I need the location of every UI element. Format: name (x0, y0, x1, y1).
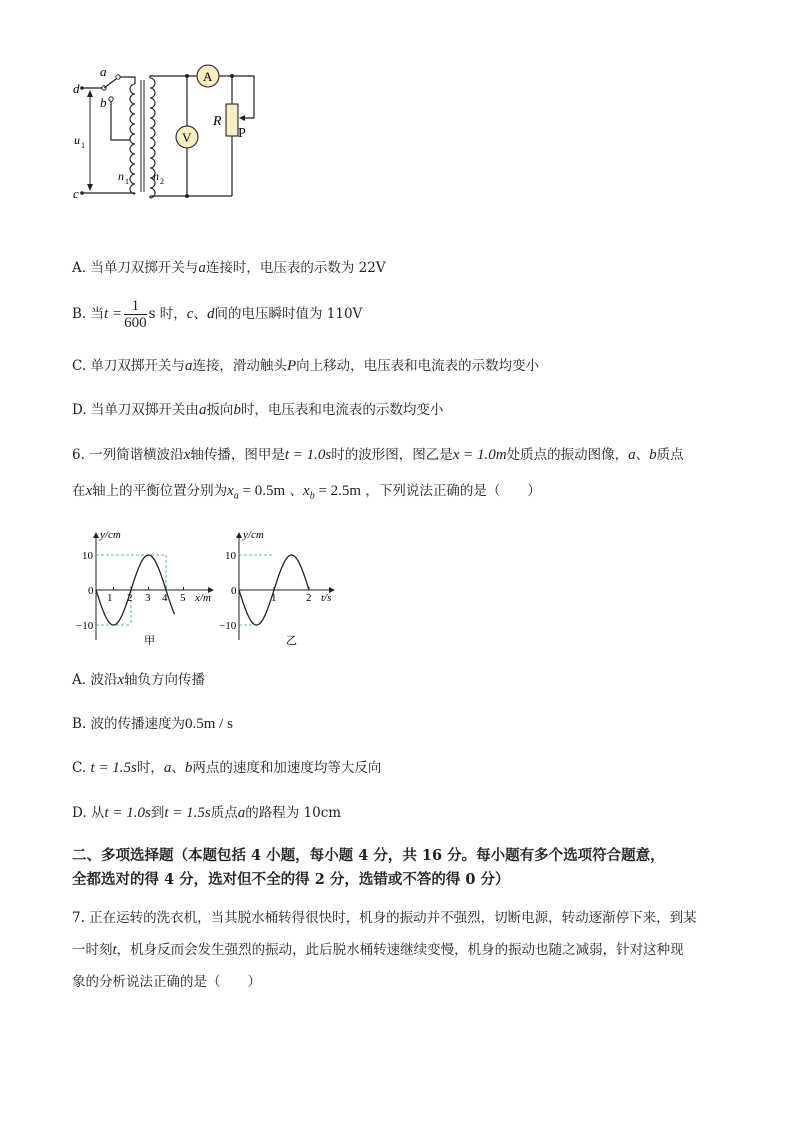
q6-l2-b: 轴上的平衡位置分别为 (92, 483, 228, 499)
circuit-label-u1: u (74, 133, 80, 147)
transformer-circuit-diagram (68, 62, 278, 207)
q6-option-d-t2: t = 1.5s (164, 805, 211, 821)
q5-option-c-a: a (184, 358, 193, 374)
q5-option-b (72, 298, 362, 331)
q6-option-a-x: x (117, 672, 125, 688)
q6-stem-line2 (72, 481, 541, 507)
jia-xtick-5: 5 (180, 592, 186, 604)
q6-option-d-c: 质点 (210, 805, 238, 821)
q6-option-a (72, 670, 205, 690)
circuit-label-n2-sub: 2 (160, 177, 164, 186)
yi-xlabel: t/s (321, 592, 332, 604)
jia-xtick-1: 1 (107, 592, 113, 604)
yi-xtick-1: 1 (271, 592, 277, 604)
q5-option-c (72, 356, 539, 376)
q5-option-a-suffix: 连接时，电压表的示数为 22V (205, 260, 386, 276)
q5-option-b-sep: 、 (193, 306, 207, 322)
q6-l1-xe: x = 1.0m (452, 447, 507, 463)
circuit-label-n1-sub: 1 (125, 177, 129, 186)
q5-option-d-mid: 扳向 (206, 402, 234, 418)
q6-l1-pa: a (628, 447, 636, 463)
q5-option-c-p: P (286, 358, 297, 374)
q6-l1-b: 轴传播，图甲是 (190, 447, 285, 463)
q6-l2-xb-sub: b (309, 490, 315, 502)
q5-option-d (72, 400, 443, 420)
resistor-label: R (213, 114, 222, 129)
q6-l1-f: 质点 (656, 447, 684, 463)
q6-option-c-sep: 、 (171, 760, 185, 776)
q6-stem-line1 (72, 445, 684, 465)
q6-option-c-pa: a (163, 760, 172, 776)
q5-option-c-text: C. 单刀双掷开关与 (72, 358, 185, 374)
q6-option-d-t1: t = 1.0s (104, 805, 151, 821)
q6-option-b (72, 714, 233, 734)
q5-option-a (72, 258, 386, 278)
q6-option-c-t: t = 1.5s (90, 760, 137, 776)
q6-l2-xa-sub: a (233, 490, 239, 502)
q6-option-a-suffix: 轴负方向传播 (124, 672, 206, 688)
q5-option-d-b: b (233, 402, 241, 418)
q5-option-b-suffix: 间的电压瞬时值为 110V (214, 306, 363, 322)
yi-caption: 乙 (286, 635, 297, 647)
q5-option-b-t: t = (104, 306, 123, 322)
yi-ytick-neg10: −10 (219, 620, 237, 632)
q6-l2-x: x (85, 483, 93, 499)
q6-l2-d: ，下列说法正确的是（ ） (361, 483, 541, 499)
fraction-denominator: 600 (124, 315, 147, 331)
q6-l1-x: x (183, 447, 191, 463)
jia-ytick-neg10: −10 (76, 620, 94, 632)
q6-l2-c: 、 (285, 483, 304, 499)
q6-l2-xa: x (227, 483, 234, 499)
q6-l1-c: 时的波形图，图乙是 (331, 447, 453, 463)
q5-option-a-text: A. 当单刀双掷开关与 (72, 260, 199, 276)
q5-option-d-a: a (198, 402, 207, 418)
jia-ytick-0: 0 (88, 585, 94, 597)
graph-jia (76, 529, 214, 647)
circuit-label-c: c (73, 186, 79, 201)
jia-ylabel: y/cm (100, 529, 121, 541)
q6-option-b-text: B. 波的传播速度为 (72, 716, 186, 732)
voltmeter-label: V (182, 130, 192, 145)
q7-line2 (72, 940, 684, 960)
circuit-label-d: d (73, 81, 80, 96)
q5-option-a-var: a (198, 260, 206, 276)
q6-l2-xb: x (303, 483, 310, 499)
q6-l1-a: 6. 一列简谐横波沿 (72, 447, 184, 463)
q5-option-b-fraction (124, 298, 147, 331)
fraction-numerator: 1 (124, 298, 147, 315)
q5-option-d-suffix: 时，电压表和电流表的示数均变小 (240, 402, 444, 418)
q5-option-b-d: d (206, 306, 215, 322)
q5-option-b-text: B. 当 (72, 306, 105, 322)
q6-option-d-text: D. 从 (72, 805, 105, 821)
jia-ytick-10: 10 (82, 550, 93, 562)
q7-line2-t: t (112, 942, 117, 958)
q6-option-a-text: A. 波沿 (72, 672, 118, 688)
q5-option-c-suffix: 向上移动，电压表和电流表的示数均变小 (296, 358, 540, 374)
q6-l1-pb: b (649, 447, 657, 463)
q6-option-c-suffix: 两点的速度和加速度均等大反向 (192, 760, 382, 776)
jia-xtick-3: 3 (145, 592, 151, 604)
q6-option-d (72, 803, 341, 823)
q6-option-d-pa: a (237, 805, 246, 821)
jia-xtick-4: 4 (162, 592, 168, 604)
jia-caption: 甲 (144, 635, 155, 647)
q7-line2-b: ，机身反而会发生强烈的振动，此后脱水桶转速继续变慢，机身的振动也随之减弱，针对这种现 (116, 942, 684, 958)
q6-option-c-b: 时， (136, 760, 164, 776)
jia-xtick-2: 2 (127, 592, 133, 604)
graph-yi (219, 529, 335, 647)
q6-l2-xb-val: = 2.5m (314, 483, 362, 499)
q6-l2-xa-val: = 0.5m (238, 483, 286, 499)
yi-ytick-0: 0 (231, 585, 237, 597)
q6-option-c (72, 758, 381, 778)
circuit-label-n2: n (153, 169, 159, 183)
section2-heading-line2: 全都选对的得 4 分，选对但不全的得 2 分，选错或不答的得 0 分） (72, 871, 510, 888)
jia-xlabel: x/m (195, 592, 211, 604)
yi-xtick-2: 2 (306, 592, 312, 604)
q6-l1-d: 处质点的振动图像， (506, 447, 629, 463)
q6-option-b-value: 0.5m / s (185, 716, 233, 732)
q6-l2-a: 在 (72, 483, 86, 499)
q6-option-d-suffix: 的路程为 10cm (245, 805, 342, 821)
circuit-label-n1: n (118, 169, 124, 183)
q7-line3: 象的分析说法正确的是（ ） (72, 974, 261, 990)
yi-ytick-10: 10 (225, 550, 236, 562)
q5-option-b-c: c (186, 306, 194, 322)
section2-heading-line1: 二、多项选择题（本题包括 4 小题，每小题 4 分，共 16 分。每小题有多个选项符合题意， (72, 847, 665, 864)
q5-option-c-mid: 连接，滑动触头 (192, 358, 287, 374)
q6-l1-e: 、 (635, 447, 650, 463)
yi-ylabel: y/cm (243, 529, 264, 541)
q6-option-c-text: C. (72, 760, 87, 776)
ammeter-label: A (203, 69, 213, 84)
q5-option-b-mid: s 时， (148, 306, 187, 322)
slider-label: P (238, 126, 246, 141)
q7-line2-a: 一时刻 (72, 942, 113, 958)
q6-option-c-pb: b (184, 760, 193, 776)
circuit-label-u1-sub: 1 (81, 141, 85, 150)
q5-option-d-text: D. 当单刀双掷开关由 (72, 402, 199, 418)
q7-line1: 7. 正在运转的洗衣机，当其脱水桶转得很快时，机身的振动并不强烈，切断电源，转动逐渐停下来，到某 (72, 910, 697, 926)
wave-graphs (72, 524, 342, 649)
circuit-label-b: b (100, 95, 107, 110)
q6-option-d-b: 到 (150, 805, 165, 821)
circuit-label-a: a (100, 64, 107, 79)
q6-l1-t: t = 1.0s (284, 447, 332, 463)
